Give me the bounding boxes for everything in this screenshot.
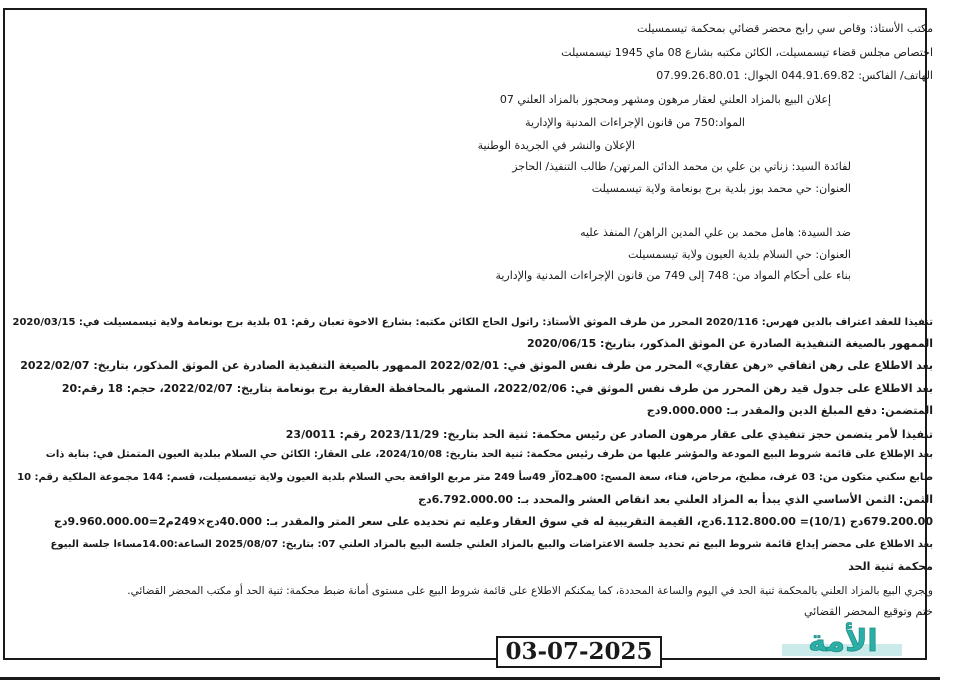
bottom-rule	[0, 677, 940, 680]
beneficiary-address: العنوان: حي محمد بوز بلدية برج بونعامة ولاية تيسمسيلت	[591, 182, 851, 195]
signature-line: ختم وتوقيع المحضر القضائي	[804, 605, 933, 618]
logo-graphic	[782, 622, 904, 658]
body-line: محكمة ثنية الحد	[848, 560, 933, 573]
body-line: تنفيذا لأمر يتضمن حجز تنفيذي على عقار مرهون الصادر عن رئيس محكمة: ثنية الحد بتاريخ: 2023/11/29 رقم: 23/0011	[285, 428, 933, 441]
body-line: المتضمن: دفع المبلغ الدين والمقدر بـ: 9.000.000دج	[646, 404, 933, 417]
newspaper-logo	[782, 622, 904, 658]
publication-date: 03-07-2025	[496, 636, 662, 668]
against-address: العنوان: حي السلام بلدية العيون ولاية تيسمسيلت	[627, 248, 851, 261]
body-line: الثمن: الثمن الأساسي الذي يبدأ به المزاد العلني بعد انقاص العشر والمحدد بـ: 6.792.000.00دج	[418, 493, 933, 506]
body-line: ويجري البيع بالمزاد العلني بالمحكمة ثنية الحد في اليوم والساعة المحددة، كما يمكنكم الاطلاع على قائمة شروط البيع على مستوى أمانة ضبط محكمة: ثنية الحد أو مكتب المحضر القضائي.	[127, 585, 933, 597]
body-line: بعد الاطلاع على رهن اتفاقي «رهن عقاري» المحرر من طرف نفس الموثق في: 2022/02/01 الممهور بالصيغة التنفيذية الصادرة عن الموثق المذكور، بتاريخ: 2022/02/07	[20, 359, 933, 372]
beneficiary-line: لفائدة السيد: زناتي بن علي بن محمد الدائن المرتهن/ طالب التنفيذ/ الحاجز	[512, 160, 851, 173]
phones-line: الهاتف/ الفاكس: 044.91.69.82 الجوال: 07.99.26.80.01	[656, 69, 933, 82]
against-line: ضد السيدة: هامل محمد بن علي المدين الراهن/ المنفذ عليه	[580, 226, 851, 239]
body-line: بعد الإطلاع على قائمة شروط البيع المودعة والمؤشر عليها من طرف رئيس محكمة: ثنية الحد بتاريخ: 2024/10/08، على العقار: الكائن حي السلام ببلدية العيون المتمثل في: بناية ذات	[45, 449, 933, 460]
body-line: 679.200.00دج (10/1)= 6.112.800.00دج، القيمة التقريبية له في سوق العقار وعليه تم تحديده على سعر المتر والمقدر بـ: 40.000دج×249م2=9.960.000.00دج	[53, 515, 933, 528]
body-line: الممهور بالصيغة التنفيذية الصادرة عن الموثق المذكور، بتاريخ: 2020/06/15	[526, 337, 933, 350]
body-line: تنفيذا للعقد اعتراف بالدين فهرس: 2020/116 المحرر من طرف الموثق الأستاذ: راتول الحاج الكائن مكتبه: بشارع الاخوة تعبان رقم: 01 بلدية برج بونعامة ولاية تيسمسيلت في: 2020/03/15	[12, 317, 933, 328]
legal-basis-line: بناء على أحكام المواد من: 748 إلى 749 من قانون الإجراءات المدنية والإدارية	[495, 269, 851, 282]
announcement-title: إعلان البيع بالمزاد العلني لعقار مرهون ومشهر ومحجوز بالمزاد العلني 07	[499, 93, 831, 106]
body-line: طابع سكني متكون من: 03 غرف، مطبخ، مرحاض، فناء، سعة المسح: 00هـ02آر 49سأ 249 متر مربع الواقعة بحي السلام بلدية العيون ولاية تيسمسيلت، قسم: 144 مجموعة الملكية رقم: 10	[17, 472, 933, 483]
publication-line: الإعلان والنشر في الجريدة الوطنية	[477, 139, 635, 152]
logo-text: الأمة	[808, 624, 878, 658]
body-line: بعد الاطلاع على جدول قيد رهن المحرر من طرف نفس الموثق في: 2022/02/06، المشهر بالمحافظة العقارية برج بونعامة بتاريخ: 2022/02/07، حجم: 18 رقم:20	[61, 382, 933, 395]
office-line: مكتب الأستاذ: وقاص سي رابح محضر قضائي بمحكمة تيسمسيلت	[637, 22, 933, 35]
body-line: بعد الاطلاع على محضر إيداع قائمة شروط البيع تم تحديد جلسة الاعتراضات والبيع بالمزاد العلني جلسة البيع بالمزاد العلني 07: بتاريخ: 2025/08/07 الساعة:14.00مساءا جلسة البيوع	[50, 539, 933, 550]
jurisdiction-line: اختصاص مجلس قضاء تيسمسيلت، الكائن مكتبه بشارع 08 ماي 1945 تيسمسيلت	[561, 46, 933, 59]
article-line: المواد:750 من قانون الإجراءات المدنية والإدارية	[525, 116, 745, 129]
